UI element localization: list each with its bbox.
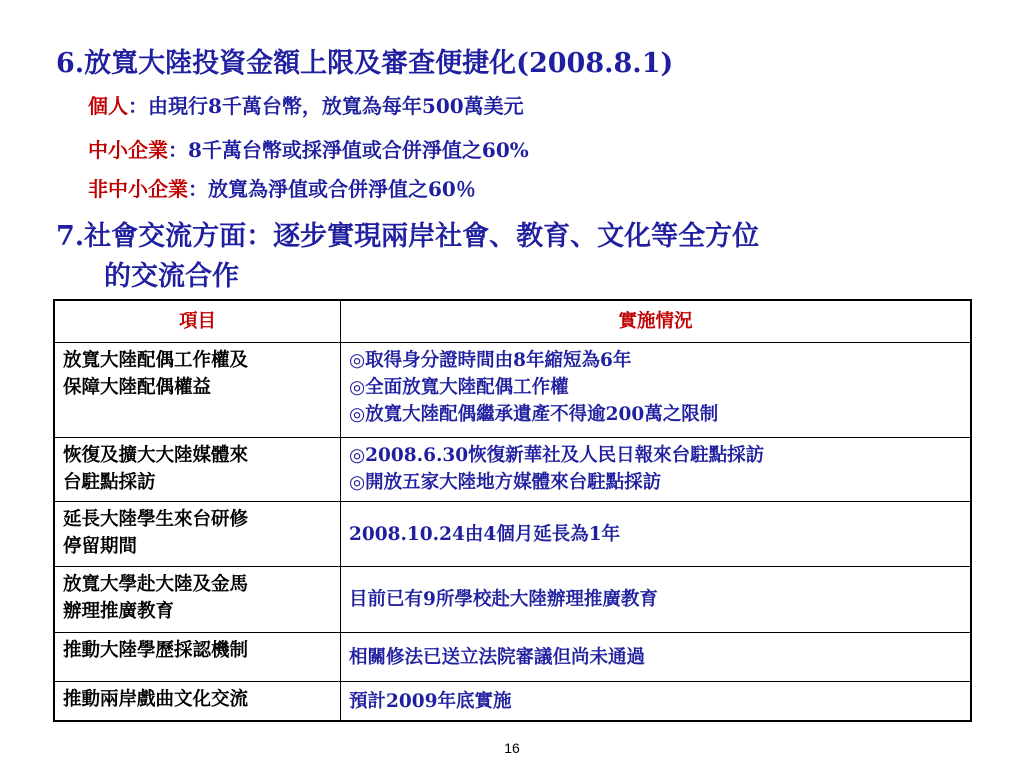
subitem-non-sme-label: 非中小企業: [88, 177, 188, 201]
subitem-sme-text: ：8千萬台幣或採淨值或合併淨值之60%: [168, 138, 529, 162]
row-status-line: ◎開放五家大陸地方媒體來台駐點採訪: [349, 472, 662, 493]
heading-7-continued: 的交流合作: [104, 261, 239, 292]
row-status-line: 2008.10.24由4個月延長為1年: [349, 523, 621, 545]
row-item-line: 放寬大學赴大陸及金馬: [63, 574, 249, 595]
row-item: [54, 438, 341, 502]
row-item-line: 延長大陸學生來台研修: [63, 509, 249, 530]
row-status: [341, 567, 972, 633]
row-item: [54, 682, 341, 722]
table-row: [54, 343, 971, 438]
row-status-line: 相關修法已送立法院審議但尚未通過: [349, 646, 646, 668]
row-status: [341, 633, 972, 682]
subitem-individual-text: ：由現行8千萬台幣，放寬為每年500萬美元: [128, 94, 524, 118]
row-item-line: 辦理推廣教育: [63, 601, 175, 622]
row-item-line: 推動大陸學歷採認機制: [63, 640, 249, 661]
subitem-individual-label: 個人: [88, 94, 128, 118]
heading-6: 6.放寬大陸投資金額上限及審查便捷化(2008.8.1): [56, 48, 674, 79]
header-item: 項目: [54, 300, 341, 343]
subitem-non-sme-text: ：放寬為淨值或合併淨值之60％: [188, 177, 476, 201]
page-number: 16: [504, 740, 520, 756]
subitem-sme: [88, 136, 529, 164]
row-status-line: ◎2008.6.30恢復新華社及人民日報來台駐點採訪: [349, 445, 765, 466]
row-status-line: ◎全面放寬大陸配偶工作權: [349, 377, 569, 398]
row-item: [54, 633, 341, 682]
row-status-line: 目前已有9所學校赴大陸辦理推廣教育: [349, 589, 658, 610]
row-item-line: 恢復及擴大大陸媒體來: [63, 445, 249, 466]
table-row: [54, 438, 971, 502]
table-row: [54, 633, 971, 682]
subitem-sme-label: 中小企業: [88, 138, 168, 162]
row-item: [54, 567, 341, 633]
row-item-line: 保障大陸配偶權益: [63, 377, 212, 398]
row-status: [341, 502, 972, 567]
row-item-line: 停留期間: [63, 536, 138, 557]
table-row: [54, 502, 971, 567]
row-status-line: ◎取得身分證時間由8年縮短為6年: [349, 350, 632, 371]
exchange-table: [53, 299, 972, 722]
row-status-line: 預計2009年底實施: [349, 690, 512, 712]
row-status: [341, 343, 972, 438]
table-row: [54, 682, 971, 722]
row-status: [341, 438, 972, 502]
row-item-line: 放寬大陸配偶工作權及: [63, 350, 249, 371]
table-header-row: [54, 300, 971, 343]
row-item: [54, 502, 341, 567]
subitem-non-sme: [88, 175, 476, 203]
table-row: [54, 567, 971, 633]
row-status-line: ◎放寬大陸配偶繼承遺產不得逾200萬之限制: [349, 404, 719, 425]
row-item-line: 推動兩岸戲曲文化交流: [63, 689, 249, 710]
heading-7: 7.社會交流方面：逐步實現兩岸社會、教育、文化等全方位: [56, 221, 760, 252]
row-item-line: 台駐點採訪: [63, 472, 156, 493]
row-item: [54, 343, 341, 438]
subitem-individual: [88, 92, 524, 120]
header-status: 實施情況: [341, 300, 972, 343]
row-status: [341, 682, 972, 722]
